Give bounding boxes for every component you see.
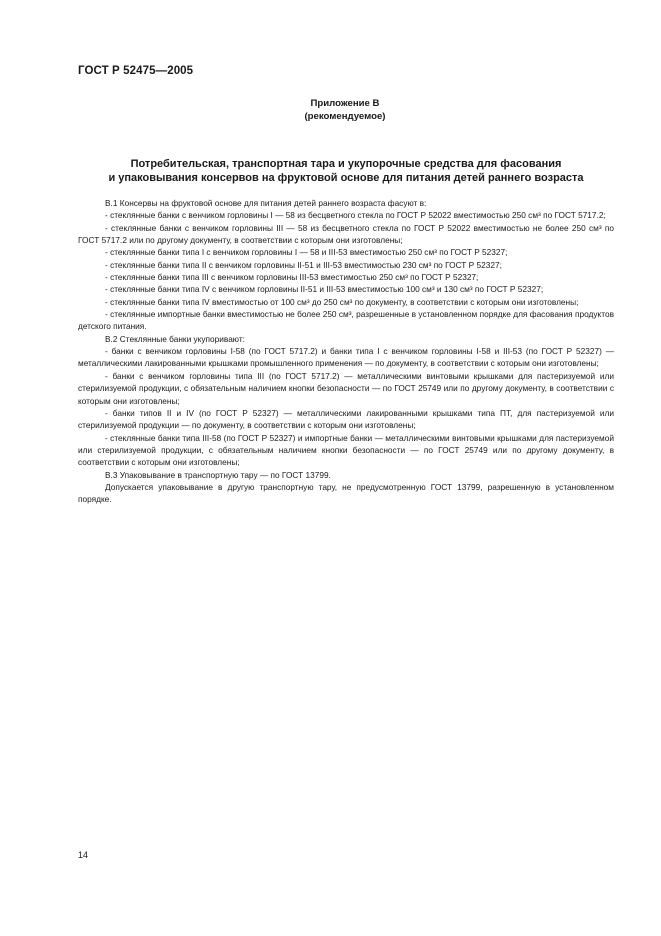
page-number: 14 bbox=[78, 850, 89, 860]
paragraph: - стеклянные банки типа IV вместимостью от 100 см³ до 250 см³ по документу, в соответствии с которым они изготовлены; bbox=[105, 296, 579, 307]
paragraph: Допускается упаковывание в другую транспортную тару, не предусмотренную ГОСТ 13799, разрешенную в установленном порядке. bbox=[78, 481, 614, 505]
paragraph: - стеклянные банки типа I с венчиком горловины I — 58 и III-53 вместимостью 250 см³ по ГОСТ Р 52327; bbox=[105, 247, 508, 258]
appendix-heading bbox=[0, 98, 661, 123]
page-header: ГОСТ Р 52475—2005 bbox=[78, 65, 194, 77]
paragraph: - стеклянные банки типа II с венчиком горловины II-51 и III-53 вместимостью 230 см³ по ГОСТ Р 52327; bbox=[105, 259, 502, 270]
paragraph: - стеклянные банки типа III с венчиком горловины III-53 вместимостью 250 см³ по ГОСТ Р 52327; bbox=[105, 272, 479, 283]
body-text bbox=[78, 197, 614, 506]
document-title-line-1: Потребительская, транспортная тара и укупорочные средства для фасования bbox=[130, 158, 562, 170]
paragraph: - стеклянные банки с венчиком горловины III — 58 из бесцветного стекла по ГОСТ Р 52022 вместимостью не более 250 см³ по ГОСТ 5717.2 или по другому документу, в соответствии с которым они изготовлены; bbox=[78, 222, 614, 246]
paragraph: - стеклянные банки типа IV с венчиком горловины II-51 и III-53 вместимостью 100 см³ и 130 см³ по ГОСТ Р 52327; bbox=[105, 284, 544, 295]
appendix-title: Приложение В bbox=[310, 98, 380, 109]
paragraph: В.2 Стеклянные банки укупоривают: bbox=[105, 333, 245, 344]
paragraph: - стеклянные импортные банки вместимостью не более 250 см³, разрешенные в установленном порядке для фасования продуктов детского питания. bbox=[78, 309, 614, 332]
paragraph: - банки типов II и IV (по ГОСТ Р 52327) — металлическими лакированными крышками типа ПТ, для пастеризуемой или стерилизуемой продукции — по документу, в соответствии с которым они изготовлены; bbox=[78, 407, 614, 431]
paragraph: - стеклянные банки с венчиком горловины I — 58 из бесцветного стекла по ГОСТ Р 52022 вместимостью 250 см³ по ГОСТ 5717.2; bbox=[105, 210, 606, 221]
paragraph: - банки с венчиком горловины I-58 (по ГОСТ 5717.2) и банки типа I с венчиком горловины I-58 и III-53 (по ГОСТ Р 52327) — металлическими лакированными крышками промышленного применения — по документу, в соответствии с которым они изготовлены; bbox=[78, 346, 614, 369]
paragraph: В.1 Консервы на фруктовой основе для питания детей раннего возраста фасуют в: bbox=[105, 198, 427, 208]
appendix-note: (рекомендуемое) bbox=[304, 110, 386, 122]
document-title bbox=[78, 157, 614, 185]
document-title-line-2: и упаковывания консервов на фруктовой основе для питания детей раннего возраста bbox=[108, 172, 584, 185]
paragraph: - стеклянные банки типа III-58 (по ГОСТ Р 52327) и импортные банки — металлическими винтовыми крышками для пастеризуемой или стерилизуемой продукции, с обязательным наличием кнопки безопасности — по ГОСТ 25749 или по другому документу, в соответствии с которым они изготовлены; bbox=[78, 432, 614, 468]
paragraph: В.3 Упаковывание в транспортную тару — по ГОСТ 13799. bbox=[105, 469, 331, 480]
paragraph: - банки с венчиком горловины типа III (по ГОСТ 5717.2) — металлическими винтовыми крышками для пастеризуемой или стерилизуемой продукции, с обязательным наличием кнопки безопасности — по ГОСТ 25749 или по другому документу, в соответствии с которым они изготовлены; bbox=[78, 370, 614, 406]
